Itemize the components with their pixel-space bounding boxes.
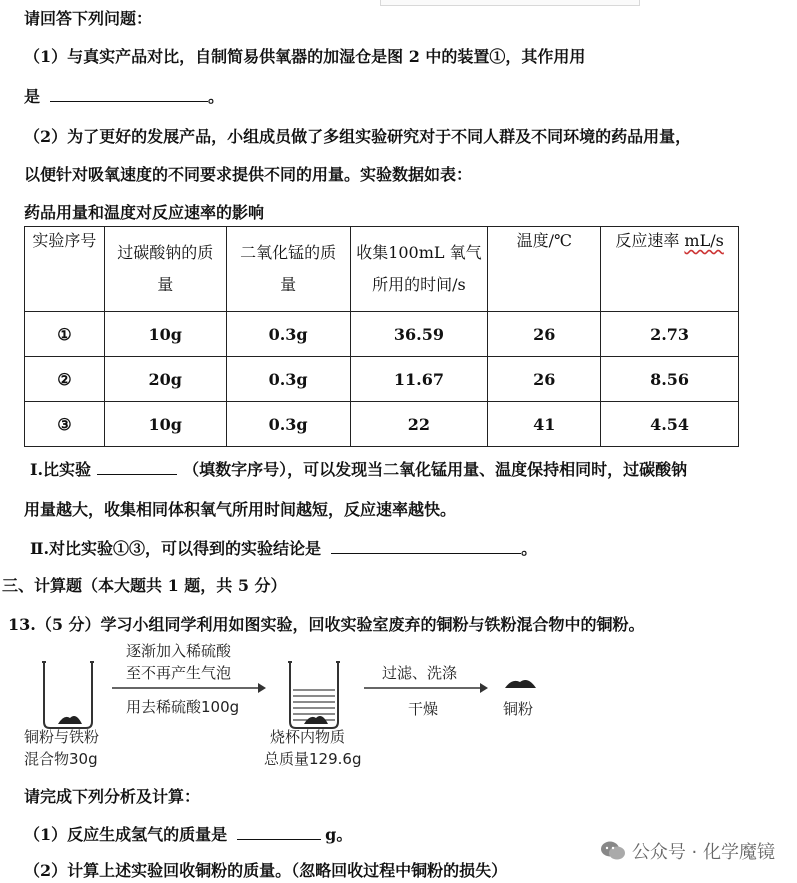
table-cell: ① (25, 312, 105, 357)
table-cell: 0.3g (226, 402, 350, 447)
calc-1-line (24, 822, 352, 845)
table-cell: 0.3g (226, 357, 350, 402)
experiment-diagram (0, 640, 797, 770)
header-cell: 反应速率 mL/s (601, 227, 739, 312)
part-1-line2: 用量越大，收集相同体积氧气所用时间越短，反应速率越快。 (24, 500, 457, 519)
table-cell: 20g (104, 357, 226, 402)
beaker-1-label-1: 铜粉与铁粉 (24, 728, 100, 746)
header-cell: 实验序号 (25, 227, 105, 312)
intro-text: 请回答下列问题： (24, 9, 153, 28)
table-cell: 26 (488, 312, 601, 357)
part-1-prefix: Ⅰ.比实验 (30, 460, 92, 479)
arrow-1-icon (112, 683, 266, 693)
header-cell: 过碳酸钠的质 量 (104, 227, 226, 312)
header-cell: 收集100mL 氧气 所用的时间/s (350, 227, 488, 312)
beaker-1-icon (42, 662, 94, 728)
part-1-suffix: （填数字序号），可以发现当二氧化锰用量、温度保持相同时，过碳酸钠 (183, 460, 688, 479)
question-2-line1: （2）为了更好的发展产品，小组成员做了多组实验研究对于不同人群及不同环境的药品用量， (24, 127, 692, 146)
part-1-line1 (30, 457, 687, 480)
question-1-line1: （1）与真实产品对比，自制简易供氧器的加湿仓是图 2 中的装置①，其作用用 (24, 47, 586, 66)
table-row (25, 357, 739, 402)
calc-1-suffix: g。 (325, 825, 353, 844)
header-cell: 二氧化锰的质 量 (226, 227, 350, 312)
experiment-table (24, 226, 739, 447)
window-top-edge (380, 0, 640, 6)
table-cell: 26 (488, 357, 601, 402)
calc-1-prefix: （1）反应生成氢气的质量是 (24, 825, 228, 844)
answer-blank-part-1[interactable] (97, 460, 177, 475)
question-1-prefix: 是 (24, 87, 41, 106)
analysis-heading: 请完成下列分析及计算： (24, 787, 201, 806)
answer-blank-calc-1[interactable] (237, 825, 321, 840)
table-cell: 36.59 (350, 312, 488, 357)
table-row (25, 402, 739, 447)
question-1-line2 (24, 84, 224, 107)
arrow-1-bottom-label: 用去稀硫酸100g (126, 698, 240, 716)
part-2-line (30, 536, 537, 559)
beaker-2-label-2: 总质量129.6g (264, 750, 362, 768)
table-cell: ② (25, 357, 105, 402)
table-cell: 41 (488, 402, 601, 447)
arrow-1-top-label-1: 逐渐加入稀硫酸 (126, 642, 232, 660)
table-cell: 8.56 (601, 357, 739, 402)
answer-blank-q1[interactable] (50, 87, 208, 102)
table-cell: 4.54 (601, 402, 739, 447)
table-cell: 2.73 (601, 312, 739, 357)
question-1-suffix: 。 (208, 87, 225, 106)
arrow-2-icon (364, 683, 488, 693)
arrow-2-top-label: 过滤、洗涤 (382, 664, 458, 682)
beaker-1-label-2: 混合物30g (24, 750, 98, 768)
header-cell: 温度/℃ (488, 227, 601, 312)
arrow-1-top-label-2: 至不再产生气泡 (126, 664, 232, 682)
beaker-2-icon (288, 662, 340, 728)
question-2-line2: 以便针对吸氧速度的不同要求提供不同的用量。实验数据如表： (24, 165, 473, 184)
watermark-text: 公众号 · 化学魔镜 (631, 842, 775, 863)
answer-blank-part-2[interactable] (331, 539, 521, 554)
part-2-prefix: Ⅱ.对比实验①③，可以得到的实验结论是 (30, 539, 322, 558)
question-13: 13.（5 分）学习小组同学利用如图实验，回收实验室废弃的铜粉与铁粉混合物中的铜粉。 (8, 615, 645, 634)
beaker-2-label-1: 烧杯内物质 (270, 728, 346, 746)
table-cell: 0.3g (226, 312, 350, 357)
table-cell: 11.67 (350, 357, 488, 402)
table-cell: ③ (25, 402, 105, 447)
calc-2-line: （2）计算上述实验回收铜粉的质量。（忽略回收过程中铜粉的损失） (24, 861, 508, 880)
diagram-drawing (0, 640, 797, 770)
table-header-row (25, 227, 739, 312)
table-cell: 22 (350, 402, 488, 447)
watermark (600, 838, 775, 864)
wechat-icon (600, 840, 626, 862)
table-cell: 10g (104, 402, 226, 447)
copper-powder-icon (505, 680, 536, 688)
table-title: 药品用量和温度对反应速率的影响 (24, 203, 265, 222)
section-3-heading: 三、计算题（本大题共 1 题，共 5 分） (2, 576, 287, 595)
product-label: 铜粉 (503, 700, 534, 718)
table-row (25, 312, 739, 357)
arrow-2-bottom-label: 干燥 (408, 700, 439, 718)
part-2-suffix: 。 (521, 539, 538, 558)
table-cell: 10g (104, 312, 226, 357)
